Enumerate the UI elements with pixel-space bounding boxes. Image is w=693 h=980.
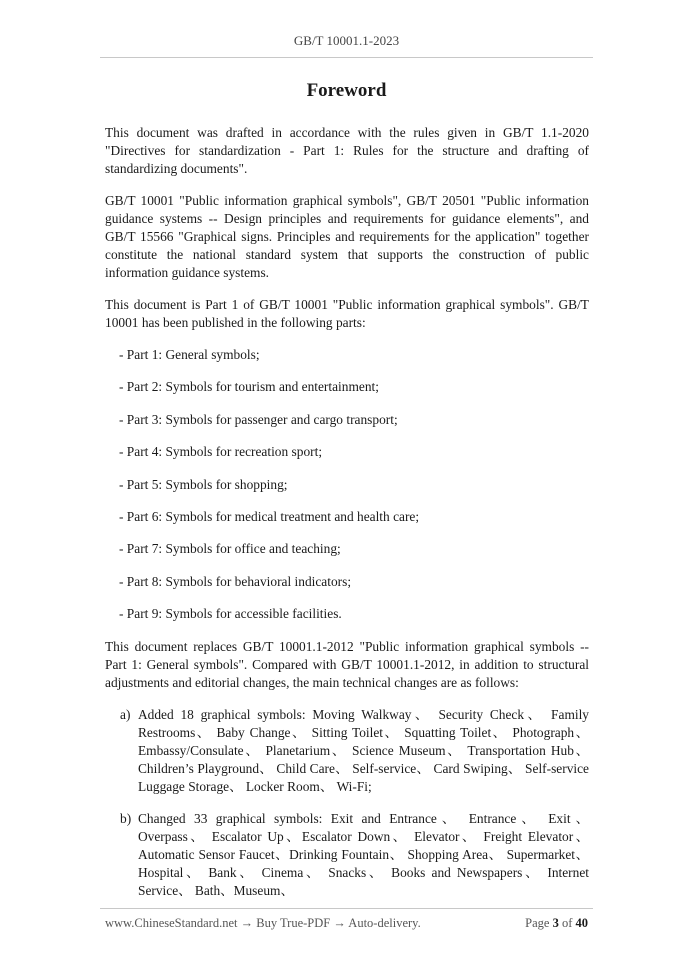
change-marker: b) [120,810,132,826]
page-footer [105,916,588,931]
list-item: - Part 7: Symbols for office and teaching; [119,541,341,557]
running-header: GB/T 10001.1-2023 [293,33,400,48]
change-item-a [105,706,589,796]
list-item: - Part 3: Symbols for passenger and cargo transport; [119,411,398,427]
list-item: - Part 4: Symbols for recreation sport; [119,444,323,460]
paragraph-replacement: This document replaces GB/T 10001.1-2012 "Public information graphical symbols -- Part 1: General symbols". Compared with GB/T 10001.1-2012, in addition to structural adjustments and editorial changes, the main technical changes are as follows: [105,638,589,690]
page-current: 3 [552,916,559,930]
change-marker: a) [120,706,131,722]
list-item: - Part 5: Symbols for shopping; [119,476,288,492]
footer-divider [100,908,593,909]
paragraph-parts-intro: This document is Part 1 of GB/T 10001 "Public information graphical symbols". GB/T 10001 has been published in the following parts: [105,297,589,330]
list-item: - Part 6: Symbols for medical treatment and health care; [119,508,420,524]
list-item: - Part 9: Symbols for accessible facilities. [119,606,342,622]
page-of: of [561,916,573,930]
changes-list [105,706,589,900]
paragraph-standard-system: GB/T 10001 "Public information graphical symbols", GB/T 20501 "Public information guidance systems -- Design principles and requirements for guidance elements", and GB/T 15566 "Graphical signs. Principles and requirements for the application" together constitute the national standard system that supports the construction of public information guidance systems. [105,193,589,280]
page-title: Foreword [306,80,387,101]
footer-link[interactable]: www.ChineseStandard.net → Buy True-PDF → Auto-delivery. [105,916,421,930]
document-body [105,124,589,914]
change-text: Added 18 graphical symbols: Moving Walkway、 Security Check、 Family Restrooms、 Baby Change、 Sitting Toilet、 Squatting Toilet、 Photograph、 Embassy/Consulate、 Planetarium、 Science Museum、 Transportation Hub、 Children’s Playground、 Child Care、 Self-service、 Card Swiping、 Self-service Luggage Storage、 Locker Room、 Wi-Fi; [138,706,589,794]
page-indicator [525,916,588,931]
change-text: Changed 33 graphical symbols: Exit and Entrance、 Entrance、 Exit、 Overpass、 Escalator Up、Escalator Down、 Elevator、 Freight Elevator、 Automatic Sensor Faucet、Drinking Fountain、 Shopping Area、 Supermarket、 Hospital、 Bank、 Cinema、 Snacks、 Books and Newspapers、 Internet Service、 Bath、Museum、 [138,810,589,898]
page-label: Page [525,916,550,930]
paragraph-drafting-rules: This document was drafted in accordance with the rules given in GB/T 1.1-2020 "Directives for standardization - Part 1: Rules for the structure and drafting of standardizing documents". [105,125,589,176]
change-item-b [105,810,589,900]
header-divider [100,57,593,58]
parts-list [105,346,589,623]
list-item: - Part 2: Symbols for tourism and entertainment; [119,379,379,395]
page-total: 40 [575,916,588,930]
list-item: - Part 1: General symbols; [119,347,260,362]
list-item: - Part 8: Symbols for behavioral indicators; [119,573,352,589]
